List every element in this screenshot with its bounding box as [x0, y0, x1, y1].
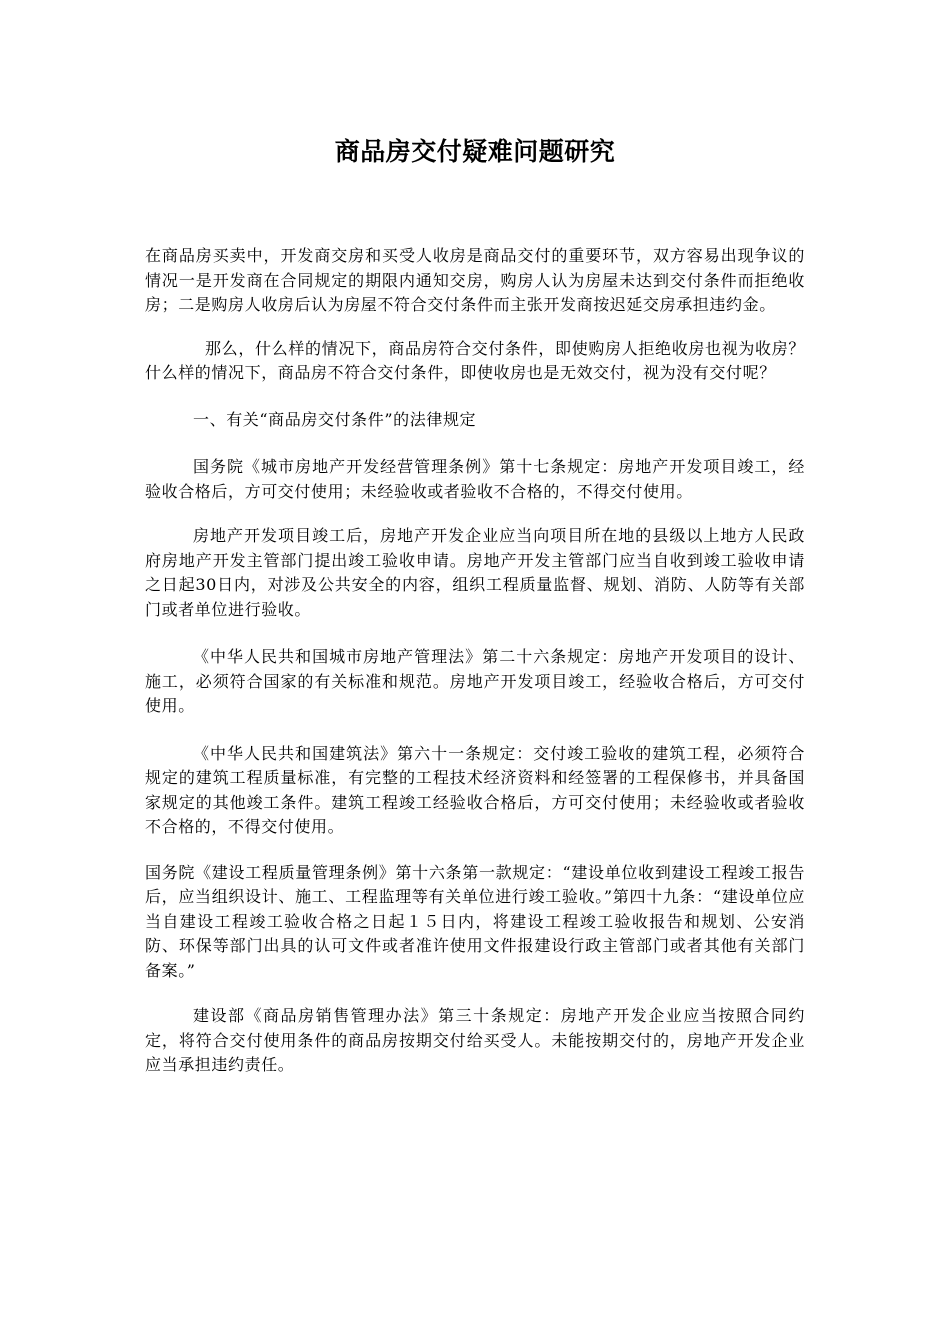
paragraph-7: 国务院《建设工程质量管理条例》第十六条第一款规定：“建设单位收到建设工程竣工报告后，应当组织设计、施工、工程监理等有关单位进行竣工验收。”第四十九条：“建设单位应当自建设工程竣工验收合格之日起１５日内，将建设工程竣工验收报告和规划、公安消防、环保等部门出具的认可文件或者准许使用文件报建设行政主管部门或者其他有关部门备案。”: [145, 862, 805, 980]
document-title: 商品房交付疑难问题研究: [334, 137, 616, 166]
paragraph-2: 那么，什么样的情况下，商品房符合交付条件，即使购房人拒绝收房也视为收房？什么样的情况下，商品房不符合交付条件，即使收房也是无效交付，视为没有交付呢？: [145, 338, 805, 382]
paragraph-6: 《中华人民共和国建筑法》第六十一条规定：交付竣工验收的建筑工程，必须符合规定的建筑工程质量标准，有完整的工程技术经济资料和经签署的工程保修书，并具备国家规定的其他竣工条件。建筑工程竣工经验收合格后，方可交付使用；未经验收或者验收不合格的，不得交付使用。: [145, 743, 805, 836]
paragraph-3: 国务院《城市房地产开发经营管理条例》第十七条规定：房地产开发项目竣工，经验收合格后，方可交付使用；未经验收或者验收不合格的，不得交付使用。: [145, 457, 805, 501]
document-body: [145, 244, 805, 1099]
paragraph-8: 建设部《商品房销售管理办法》第三十条规定：房地产开发企业应当按照合同约定，将符合交付使用条件的商品房按期交付给买受人。未能按期交付的，房地产开发企业应当承担违约责任。: [145, 1006, 805, 1074]
paragraph-4: 房地产开发项目竣工后，房地产开发企业应当向项目所在地的县级以上地方人民政府房地产开发主管部门提出竣工验收申请。房地产开发主管部门应当自收到竣工验收申请之日起30日内，对涉及公共安全的内容，组织工程质量监督、规划、消防、人防等有关部门或者单位进行验收。: [145, 526, 805, 619]
paragraph-5: 《中华人民共和国城市房地产管理法》第二十六条规定：房地产开发项目的设计、施工，必须符合国家的有关标准和规范。房地产开发项目竣工，经验收合格后，方可交付使用。: [145, 647, 805, 715]
section-heading-1: 一、有关“商品房交付条件”的法律规定: [193, 409, 477, 429]
paragraph-1: 在商品房买卖中，开发商交房和买受人收房是商品交付的重要环节，双方容易出现争议的情况一是开发商在合同规定的期限内通知交房，购房人认为房屋未达到交付条件而拒绝收房；二是购房人收房后认为房屋不符合交付条件而主张开发商按迟延交房承担违约金。: [145, 246, 805, 314]
